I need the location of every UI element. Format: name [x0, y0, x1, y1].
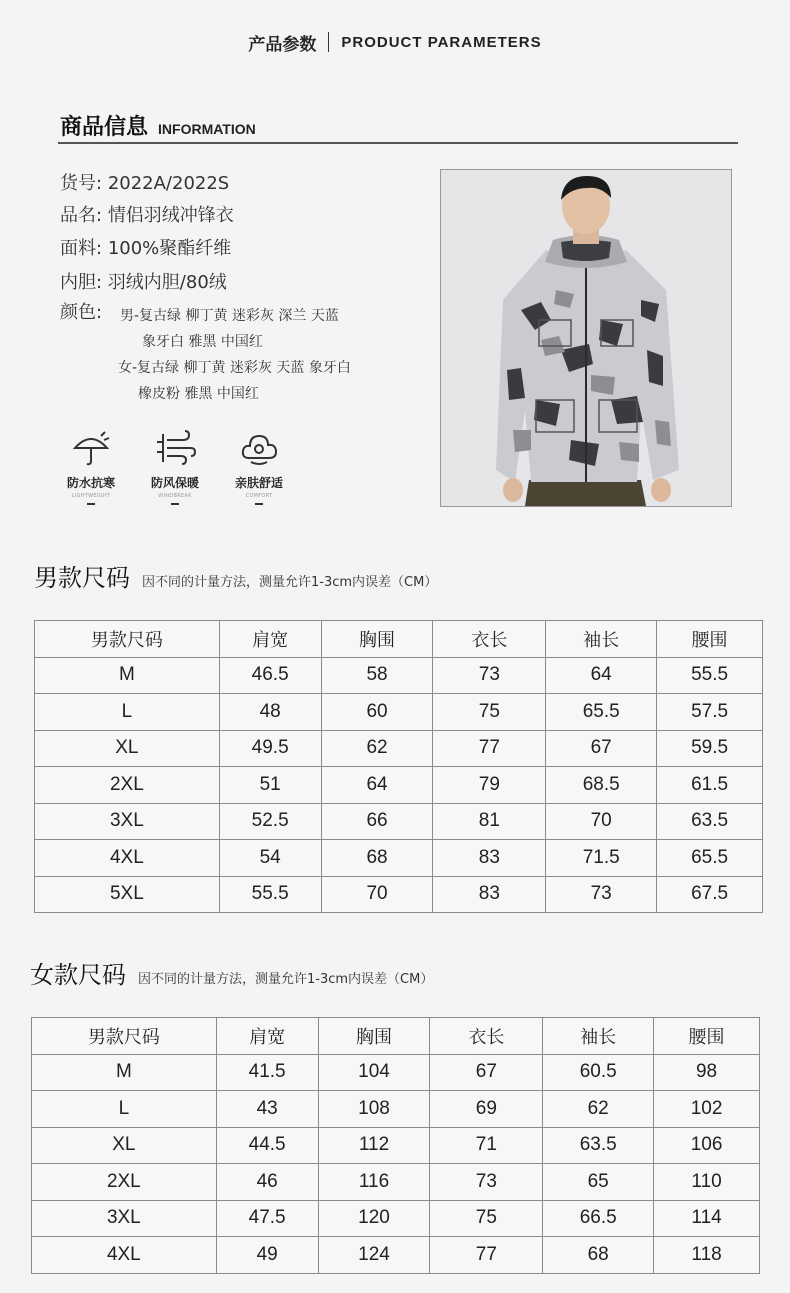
table-cell: 3XL [32, 1200, 217, 1237]
feature-list [60, 428, 290, 505]
feature-sub: WINDBREAK [158, 493, 192, 499]
table-header-cell: 衣长 [433, 621, 546, 658]
table-row [32, 1127, 760, 1164]
info-title-cn: 商品信息 [60, 115, 149, 140]
table-cell: 4XL [35, 840, 220, 877]
table-cell: 70 [321, 876, 433, 913]
table-cell: 120 [318, 1200, 430, 1237]
women-size-note: 因不同的计量方法，测量允许1-3cm内误差（CM） [138, 972, 434, 987]
table-cell: 63.5 [543, 1127, 654, 1164]
table-cell: 98 [654, 1054, 760, 1091]
color-line-men: 男-复古绿 柳丁黄 迷彩灰 深兰 天蓝 [120, 308, 339, 324]
table-cell: 79 [433, 767, 546, 804]
table-cell: 81 [433, 803, 546, 840]
table-cell: 66 [321, 803, 433, 840]
table-cell: 66.5 [543, 1200, 654, 1237]
table-cell: 46.5 [219, 657, 321, 694]
table-cell: 110 [654, 1164, 760, 1201]
table-cell: 108 [318, 1091, 430, 1128]
men-size-title [34, 558, 437, 593]
table-row [35, 876, 763, 913]
table-cell: 104 [318, 1054, 430, 1091]
table-cell: 54 [219, 840, 321, 877]
table-row [35, 694, 763, 731]
table-cell: 64 [321, 767, 433, 804]
table-cell: 75 [430, 1200, 543, 1237]
table-header-cell: 肩宽 [219, 621, 321, 658]
feature-label: 亲肤舒适 [234, 476, 283, 490]
table-cell: L [32, 1091, 217, 1128]
spec-key: 颜色: [60, 302, 103, 323]
feature-dash [87, 503, 95, 505]
table-cell: 4XL [32, 1237, 217, 1274]
color-line-men-cont: 象牙白 雅黑 中国红 [142, 334, 263, 350]
table-row [35, 657, 763, 694]
women-size-title [30, 955, 433, 990]
table-cell: 73 [546, 876, 657, 913]
table-cell: 71.5 [546, 840, 657, 877]
table-cell: 106 [654, 1127, 760, 1164]
table-cell: 47.5 [216, 1200, 318, 1237]
table-cell: 71 [430, 1127, 543, 1164]
table-header-cell: 男款尺码 [35, 621, 220, 658]
table-cell: 49.5 [219, 730, 321, 767]
table-cell: 59.5 [657, 730, 763, 767]
page-header [0, 28, 790, 56]
wind-icon [144, 428, 206, 468]
table-header-cell: 肩宽 [216, 1018, 318, 1055]
table-row [35, 767, 763, 804]
men-size-table [34, 620, 763, 913]
feature-label: 防水抗寒 [66, 476, 115, 490]
table-cell: 44.5 [216, 1127, 318, 1164]
cloud-icon [228, 428, 290, 468]
table-cell: 73 [433, 657, 546, 694]
table-cell: 5XL [35, 876, 220, 913]
table-cell: 69 [430, 1091, 543, 1128]
table-cell: 118 [654, 1237, 760, 1274]
table-cell: 83 [433, 876, 546, 913]
table-cell: 61.5 [657, 767, 763, 804]
feature-sub: COMFORT [245, 493, 273, 499]
table-cell: 60 [321, 694, 433, 731]
women-size-heading: 女款尺码 [30, 961, 126, 989]
spec-key: 货号: [60, 173, 103, 194]
table-cell: 124 [318, 1237, 430, 1274]
feature-dash [171, 503, 179, 505]
info-section-title [60, 110, 256, 141]
feature-windproof [144, 428, 206, 505]
table-cell: 60.5 [543, 1054, 654, 1091]
spec-key: 面料: [60, 238, 103, 259]
info-title-en: INFORMATION [158, 121, 256, 137]
table-cell: M [35, 657, 220, 694]
table-row [35, 730, 763, 767]
table-cell: 64 [546, 657, 657, 694]
table-cell: XL [32, 1127, 217, 1164]
color-line-women-cont: 橡皮粉 雅黑 中国红 [138, 386, 259, 402]
table-cell: 52.5 [219, 803, 321, 840]
table-header-cell: 衣长 [430, 1018, 543, 1055]
spec-value: 羽绒内胆/80绒 [107, 272, 227, 293]
spec-item-name [60, 201, 234, 227]
table-header-cell: 腰围 [657, 621, 763, 658]
table-row [32, 1237, 760, 1274]
product-photo [440, 169, 732, 507]
table-cell: 77 [433, 730, 546, 767]
table-header-cell: 袖长 [546, 621, 657, 658]
table-cell: 55.5 [657, 657, 763, 694]
table-cell: 112 [318, 1127, 430, 1164]
table-cell: 83 [433, 840, 546, 877]
spec-value: 2022A/2022S [107, 173, 230, 194]
table-row [32, 1091, 760, 1128]
table-cell: M [32, 1054, 217, 1091]
header-title-cn: 产品参数 [248, 34, 317, 55]
table-header-cell: 胸围 [321, 621, 433, 658]
table-cell: 116 [318, 1164, 430, 1201]
table-cell: 67 [546, 730, 657, 767]
spec-key: 品名: [60, 205, 103, 226]
table-cell: 75 [433, 694, 546, 731]
feature-label: 防风保暖 [150, 476, 199, 490]
men-size-heading: 男款尺码 [34, 564, 130, 592]
table-cell: 65.5 [546, 694, 657, 731]
table-row [35, 803, 763, 840]
table-cell: 70 [546, 803, 657, 840]
spec-item-lining [60, 268, 227, 294]
table-row [35, 840, 763, 877]
spec-value: 100%聚酯纤维 [107, 238, 232, 259]
men-size-note: 因不同的计量方法，测量允许1-3cm内误差（CM） [142, 575, 438, 590]
header-divider [328, 32, 329, 52]
table-cell: 63.5 [657, 803, 763, 840]
table-header-row [32, 1018, 760, 1055]
table-cell: 62 [321, 730, 433, 767]
spec-item-number [60, 169, 229, 195]
table-cell: 68.5 [546, 767, 657, 804]
table-cell: 67.5 [657, 876, 763, 913]
table-cell: 3XL [35, 803, 220, 840]
table-cell: 67 [430, 1054, 543, 1091]
spec-key: 内胆: [60, 272, 103, 293]
table-cell: 102 [654, 1091, 760, 1128]
table-row [32, 1054, 760, 1091]
table-cell: L [35, 694, 220, 731]
table-cell: 73 [430, 1164, 543, 1201]
table-cell: 2XL [32, 1164, 217, 1201]
feature-waterproof [60, 428, 122, 505]
table-cell: 2XL [35, 767, 220, 804]
table-cell: 58 [321, 657, 433, 694]
table-cell: 49 [216, 1237, 318, 1274]
spec-value: 情侣羽绒冲锋衣 [107, 205, 234, 226]
table-cell: 65.5 [657, 840, 763, 877]
info-divider [58, 142, 738, 144]
table-row [32, 1164, 760, 1201]
feature-dash [255, 503, 263, 505]
header-title-en: PRODUCT PARAMETERS [341, 33, 542, 51]
umbrella-icon [60, 428, 122, 468]
table-cell: 57.5 [657, 694, 763, 731]
table-cell: XL [35, 730, 220, 767]
table-cell: 68 [543, 1237, 654, 1274]
table-cell: 68 [321, 840, 433, 877]
table-header-cell: 袖长 [543, 1018, 654, 1055]
color-line-women: 女-复古绿 柳丁黄 迷彩灰 天蓝 象牙白 [118, 360, 351, 376]
table-row [32, 1200, 760, 1237]
women-size-table [31, 1017, 760, 1274]
table-cell: 41.5 [216, 1054, 318, 1091]
feature-comfort [228, 428, 290, 505]
feature-sub: LIGHTWEIGHT [71, 493, 111, 499]
table-cell: 46 [216, 1164, 318, 1201]
table-cell: 65 [543, 1164, 654, 1201]
table-cell: 51 [219, 767, 321, 804]
spec-item-fabric [60, 234, 231, 260]
table-header-row [35, 621, 763, 658]
table-header-cell: 男款尺码 [32, 1018, 217, 1055]
table-cell: 77 [430, 1237, 543, 1274]
table-cell: 114 [654, 1200, 760, 1237]
table-cell: 62 [543, 1091, 654, 1128]
table-cell: 48 [219, 694, 321, 731]
table-cell: 43 [216, 1091, 318, 1128]
table-header-cell: 胸围 [318, 1018, 430, 1055]
table-header-cell: 腰围 [654, 1018, 760, 1055]
table-cell: 55.5 [219, 876, 321, 913]
